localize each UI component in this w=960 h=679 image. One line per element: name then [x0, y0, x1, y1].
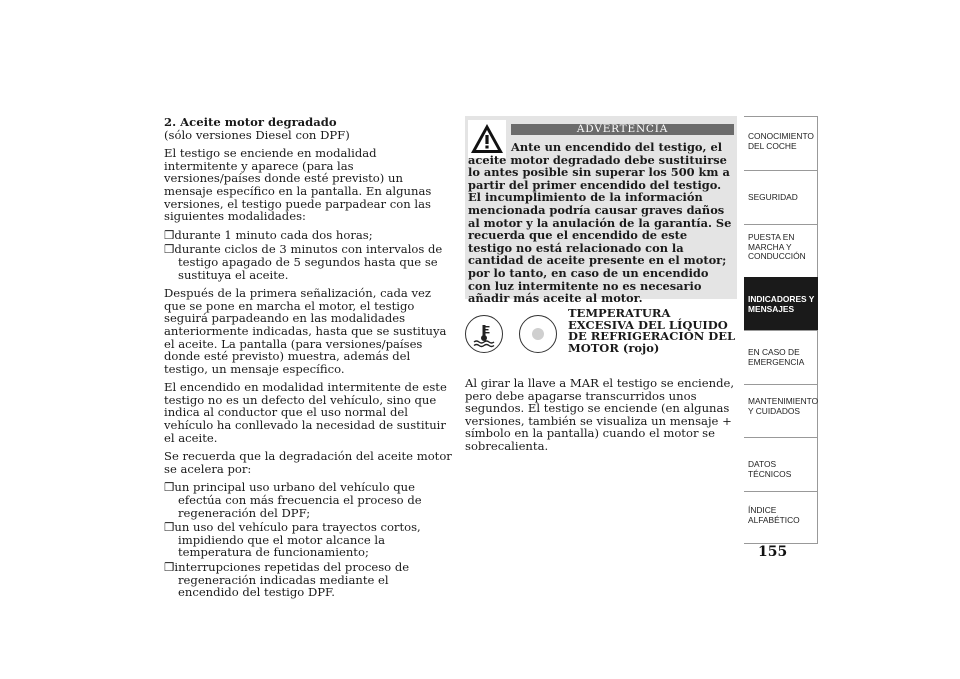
tab-label: PUESTA EN MARCHA Y CONDUCCIÓN — [748, 232, 806, 261]
list-item: ❒un principal uso urbano del vehículo que efectúa con más frecuencia el proceso de regeneración del DPF; — [164, 480, 422, 520]
warning-text: Ante un encendido del testigo, el aceite motor degradado debe sustituirse lo antes posible sin superar los 500 km a partir del primer encendido del testigo. El incumplimiento de la información mencionada podría causar graves daños al motor y la anulación de la garantía. Se recuerda que el encendido de este testigo no está relacionado con la cantidad de aceite presente en el motor; por lo tanto, en caso de un encendido con luz intermitente no es necesario añadir más aceite al motor. — [468, 140, 732, 306]
bullet-list-2 — [164, 481, 452, 598]
tab-label: EN CASO DE EMERGENCIA — [748, 347, 805, 367]
paragraph-3: El encendido en modalidad intermitente de este testigo no es un defecto del vehículo, sino que indica al conductor que el uso normal del vehículo ha conllevado la necesidad de sustituir el aceite. — [164, 380, 447, 445]
coolant-indicator-block — [465, 306, 737, 377]
coolant-warning-title: TEMPERATURA EXCESIVA DEL LÍQUIDO DE REFRIGERACIÓN DEL MOTOR (rojo) — [568, 306, 736, 355]
tab-indice-alfabetico[interactable] — [744, 491, 818, 544]
warning-label: ADVERTENCIA — [511, 124, 734, 135]
section-subheading: (sólo versiones Diesel con DPF) — [164, 127, 350, 142]
warning-box — [465, 116, 737, 306]
tab-seguridad[interactable] — [744, 170, 818, 224]
tab-label: SEGURIDAD — [748, 192, 798, 202]
tab-en-caso-de-emergencia[interactable] — [744, 330, 818, 384]
tab-label: INDICADORES Y MENSAJES — [748, 294, 815, 314]
left-column — [164, 116, 452, 605]
paragraph-4: Se recuerda que la degradación del aceite motor se acelera por: — [164, 449, 452, 476]
tab-label: MANTENIMIENTO Y CUIDADOS — [748, 396, 819, 416]
list-item: ❒interrupciones repetidas del proceso de regeneración indicadas mediante el encendido del testigo DPF. — [164, 560, 410, 600]
right-column — [465, 116, 737, 459]
tab-indicadores-y-mensajes[interactable] — [744, 277, 818, 330]
paragraph-2: Después de la primera señalización, cada vez que se pone en marcha el motor, el testigo seguirá parpadeando en las modalidades anteriormente indicadas, hasta que se sustituya el aceite. La pantalla (para versiones/países donde esté previsto) muestra, además del testigo, un mensaje específico. — [164, 286, 447, 376]
tab-label: DATOS TÉCNICOS — [748, 459, 792, 479]
bullet-list-1 — [164, 229, 452, 281]
section-heading: 2. Aceite motor degradado — [164, 115, 337, 129]
coolant-temperature-icon — [465, 315, 503, 353]
list-item: ❒durante ciclos de 3 minutos con intervalos de testigo apagado de 5 segundos hasta que se sustituya el aceite. — [164, 242, 443, 282]
coolant-warning-text: Al girar la llave a MAR el testigo se enciende, pero debe apagarse transcurridos unos segundos. El testigo se enciende (en algunas versiones, también se visualiza un mensaje + símbolo en la pantalla) cuando el motor se sobrecalienta. — [465, 376, 735, 453]
tab-conocimiento-del-coche[interactable] — [744, 116, 818, 170]
paragraph-1: El testigo se enciende en modalidad intermitente y aparece (para las versiones/países donde esté previsto) un mensaje específico en la pantalla. En algunas versiones, el testigo puede parpadear con las siguientes modalidades: — [164, 146, 432, 224]
tab-mantenimiento-y-cuidados[interactable] — [744, 384, 818, 437]
list-item: ❒un uso del vehículo para trayectos cortos, impidiendo que el motor alcance la temperatura de funcionamiento; — [164, 520, 421, 560]
indicator-dot-icon — [519, 315, 557, 353]
tab-datos-tecnicos[interactable] — [744, 437, 818, 491]
list-item: ❒durante 1 minuto cada dos horas; — [164, 227, 373, 242]
tab-label: CONOCIMIENTO DEL COCHE — [748, 131, 814, 151]
tab-label: ÍNDICE ALFABÉTICO — [748, 505, 800, 525]
page-number: 155 — [758, 544, 788, 560]
tab-puesta-en-marcha[interactable] — [744, 224, 818, 277]
